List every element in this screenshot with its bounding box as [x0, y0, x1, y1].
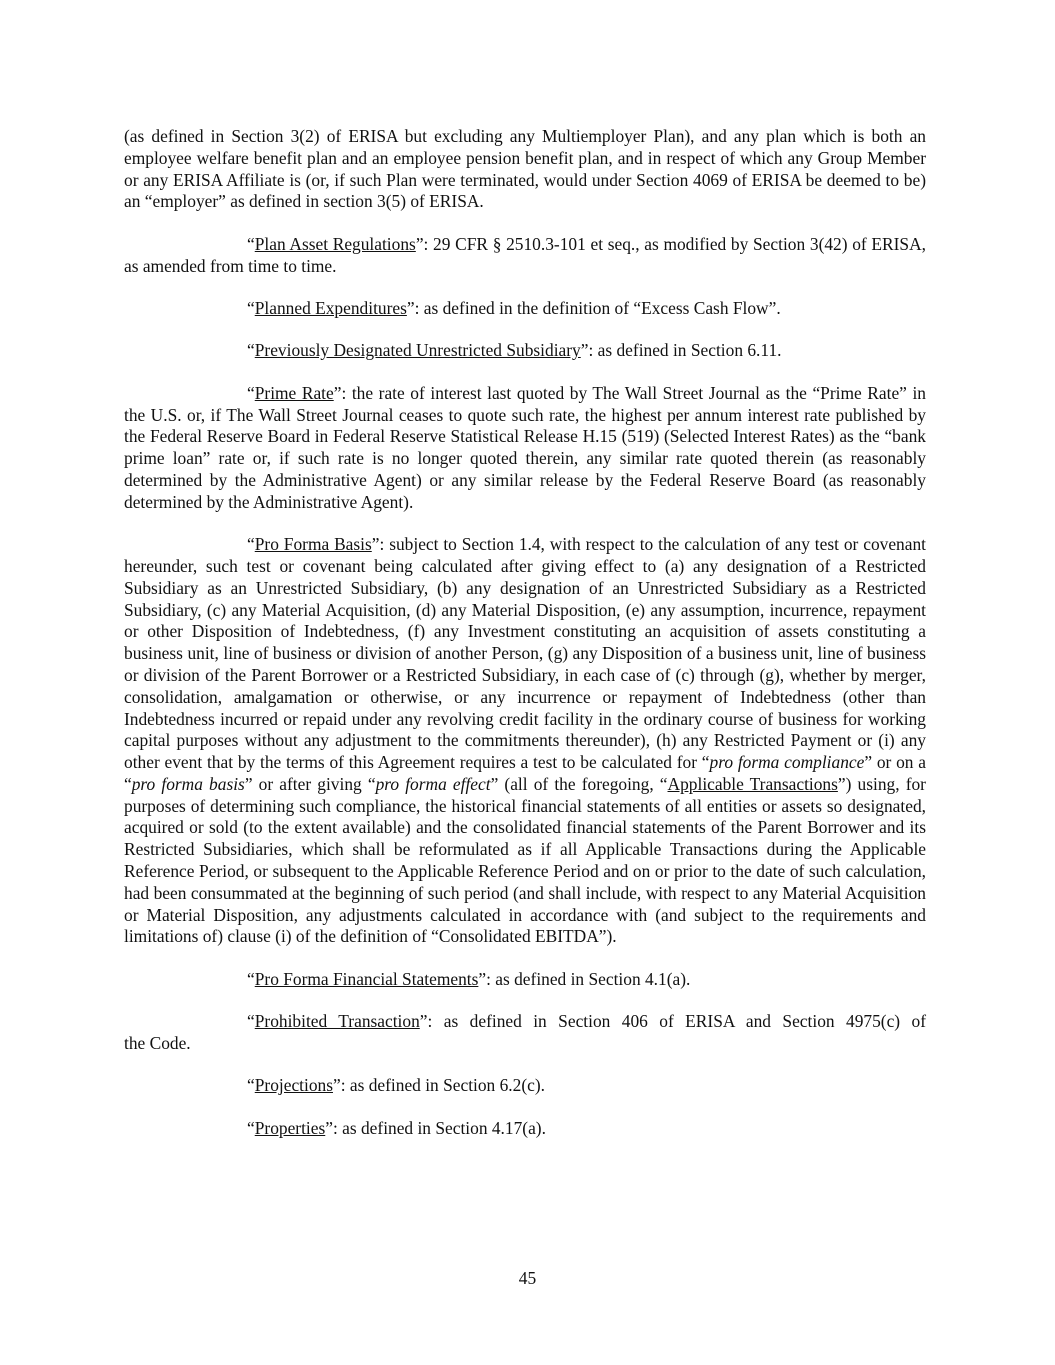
open-quote: “ [247, 233, 255, 254]
open-quote: “ [247, 1075, 255, 1096]
definition-planned-expenditures [124, 298, 926, 320]
paragraph-plan-continuation [124, 126, 926, 213]
defined-term: Prime Rate [254, 382, 334, 403]
open-quote: “ [247, 968, 255, 989]
italic-phrase: pro forma compliance [709, 752, 865, 773]
paragraph-text: (as defined in Section 3(2) of ERISA but excluding any Multiemployer Plan), and any plan which is both an employee welfare benefit plan and an employee pension benefit plan, and in respect of which any Group Member or any ERISA Affiliate is (or, if such Plan were terminated, would under Section 4069 of ERISA be deemed to be) an “employer” as defined in section 3(5) of ERISA. [124, 126, 926, 212]
defined-term: Properties [254, 1117, 326, 1138]
defined-term: Projections [254, 1075, 333, 1096]
definition-text: ”: as defined in Section 4.17(a). [325, 1117, 546, 1138]
italic-phrase: pro forma basis [131, 773, 245, 794]
definition-projections [124, 1075, 926, 1097]
definition-text: ”: the rate of interest last quoted by The Wall Street Journal as the “Prime Rate” in the U.S. or, if The Wall Street Journal ceases to quote such rate, the highest per annum interest rate published by the Federal Reserve Board in Federal Reserve Statistical Release H.15 (519) (Selected Interest Rates) as the “bank prime loan” rate or, if such rate is no longer quoted therein, any similar rate quoted therein (as reasonably determined by the Administrative Agent) or any similar release by the Federal Reserve Board (as reasonably determined by the Administrative Agent). [124, 382, 926, 512]
defined-term: Previously Designated Unrestricted Subsidiary [254, 340, 581, 361]
definition-prohibited-transaction-continuation [124, 1033, 926, 1055]
defined-term: Pro Forma Basis [254, 534, 372, 555]
definition-prime-rate [124, 383, 926, 514]
italic-phrase: pro forma effect [375, 773, 491, 794]
definition-pro-forma-financial-statements [124, 969, 926, 991]
open-quote: “ [247, 340, 255, 361]
definition-text: ”) using, for purposes of determining such compliance, the historical financial statements of all entities or assets so designated, acquired or sold (to the extent available) and the consolidated financial statements of the Parent Borrower and its Restricted Subsidiaries, which shall be reformulated as if all Applicable Transactions during the Applicable Reference Period, or subsequent to the Applicable Reference Period and on or prior to the date of such calculation, had been consummated at the beginning of such period (and shall include, with respect to any Material Acquisition or Material Disposition, any adjustments calculated in accordance with (and subject to the requirements and limitations of) clause (i) of the definition of “Consolidated EBITDA”). [124, 773, 926, 947]
definition-properties [124, 1118, 926, 1140]
defined-term: Prohibited Transaction [254, 1011, 420, 1032]
definition-text: ”: as defined in the definition of “Excess Cash Flow”. [406, 297, 781, 318]
definition-text: ”: subject to Section 1.4, with respect to the calculation of any test or covenant hereunder, such test or covenant being calculated after giving effect to (a) any designation of a Restricted Subsidiary as an Unrestricted Subsidiary, (b) any designation of an Unrestricted Subsidiary as a Restricted Subsidiary, (c) any Material Acquisition, (d) any Material Disposition, (e) any assumption, incurrence, repayment or other Disposition of Indebtedness, (f) any Investment constituting an acquisition of assets constituting a business unit, line of business or division of another Person, (g) any Disposition of a business unit, line of business or division of the Parent Borrower or a Restricted Subsidiary, in each case of (c) through (g), whether by merger, consolidation, amalgamation or otherwise, or any incurrence or repayment of Indebtedness (other than Indebtedness incurred or repaid under any revolving credit facility in the ordinary course of business for working capital purposes without any adjustment to the commitments thereunder), (h) any Restricted Payment or (i) any other event that by the terms of this Agreement requires a test to be calculated for “ [124, 534, 926, 773]
definition-text: ”: 29 CFR § 2510.3-101 et seq., as modified by Section 3(42) of ERISA, as amended from time to time. [124, 233, 926, 276]
defined-term: Planned Expenditures [254, 297, 407, 318]
definition-text: ” (all of the foregoing, “ [490, 773, 668, 794]
definition-text: the Code. [124, 1033, 191, 1054]
definition-plan-asset-regulations [124, 234, 926, 278]
definition-text: ”: as defined in Section 406 of ERISA and Section 4975(c) of [419, 1011, 926, 1032]
definition-text: ” or after giving “ [244, 773, 376, 794]
defined-term: Plan Asset Regulations [254, 233, 416, 254]
definition-text: ” or on a “ [124, 752, 927, 794]
definition-previously-designated-unrestricted-subsidiary [124, 340, 926, 362]
definition-text: ”: as defined in Section 4.1(a). [478, 968, 691, 989]
definition-pro-forma-basis [124, 534, 926, 948]
open-quote: “ [247, 297, 255, 318]
open-quote: “ [247, 1011, 255, 1032]
defined-term-applicable-transactions: Applicable Transactions [667, 773, 838, 794]
open-quote: “ [247, 382, 255, 403]
defined-term: Pro Forma Financial Statements [254, 968, 479, 989]
open-quote: “ [247, 1117, 255, 1138]
definition-prohibited-transaction [124, 1011, 926, 1033]
page-number: 45 [518, 1268, 537, 1288]
definition-text: ”: as defined in Section 6.2(c). [332, 1075, 545, 1096]
open-quote: “ [247, 534, 255, 555]
document-body [124, 126, 926, 1160]
definition-text: ”: as defined in Section 6.11. [580, 340, 782, 361]
